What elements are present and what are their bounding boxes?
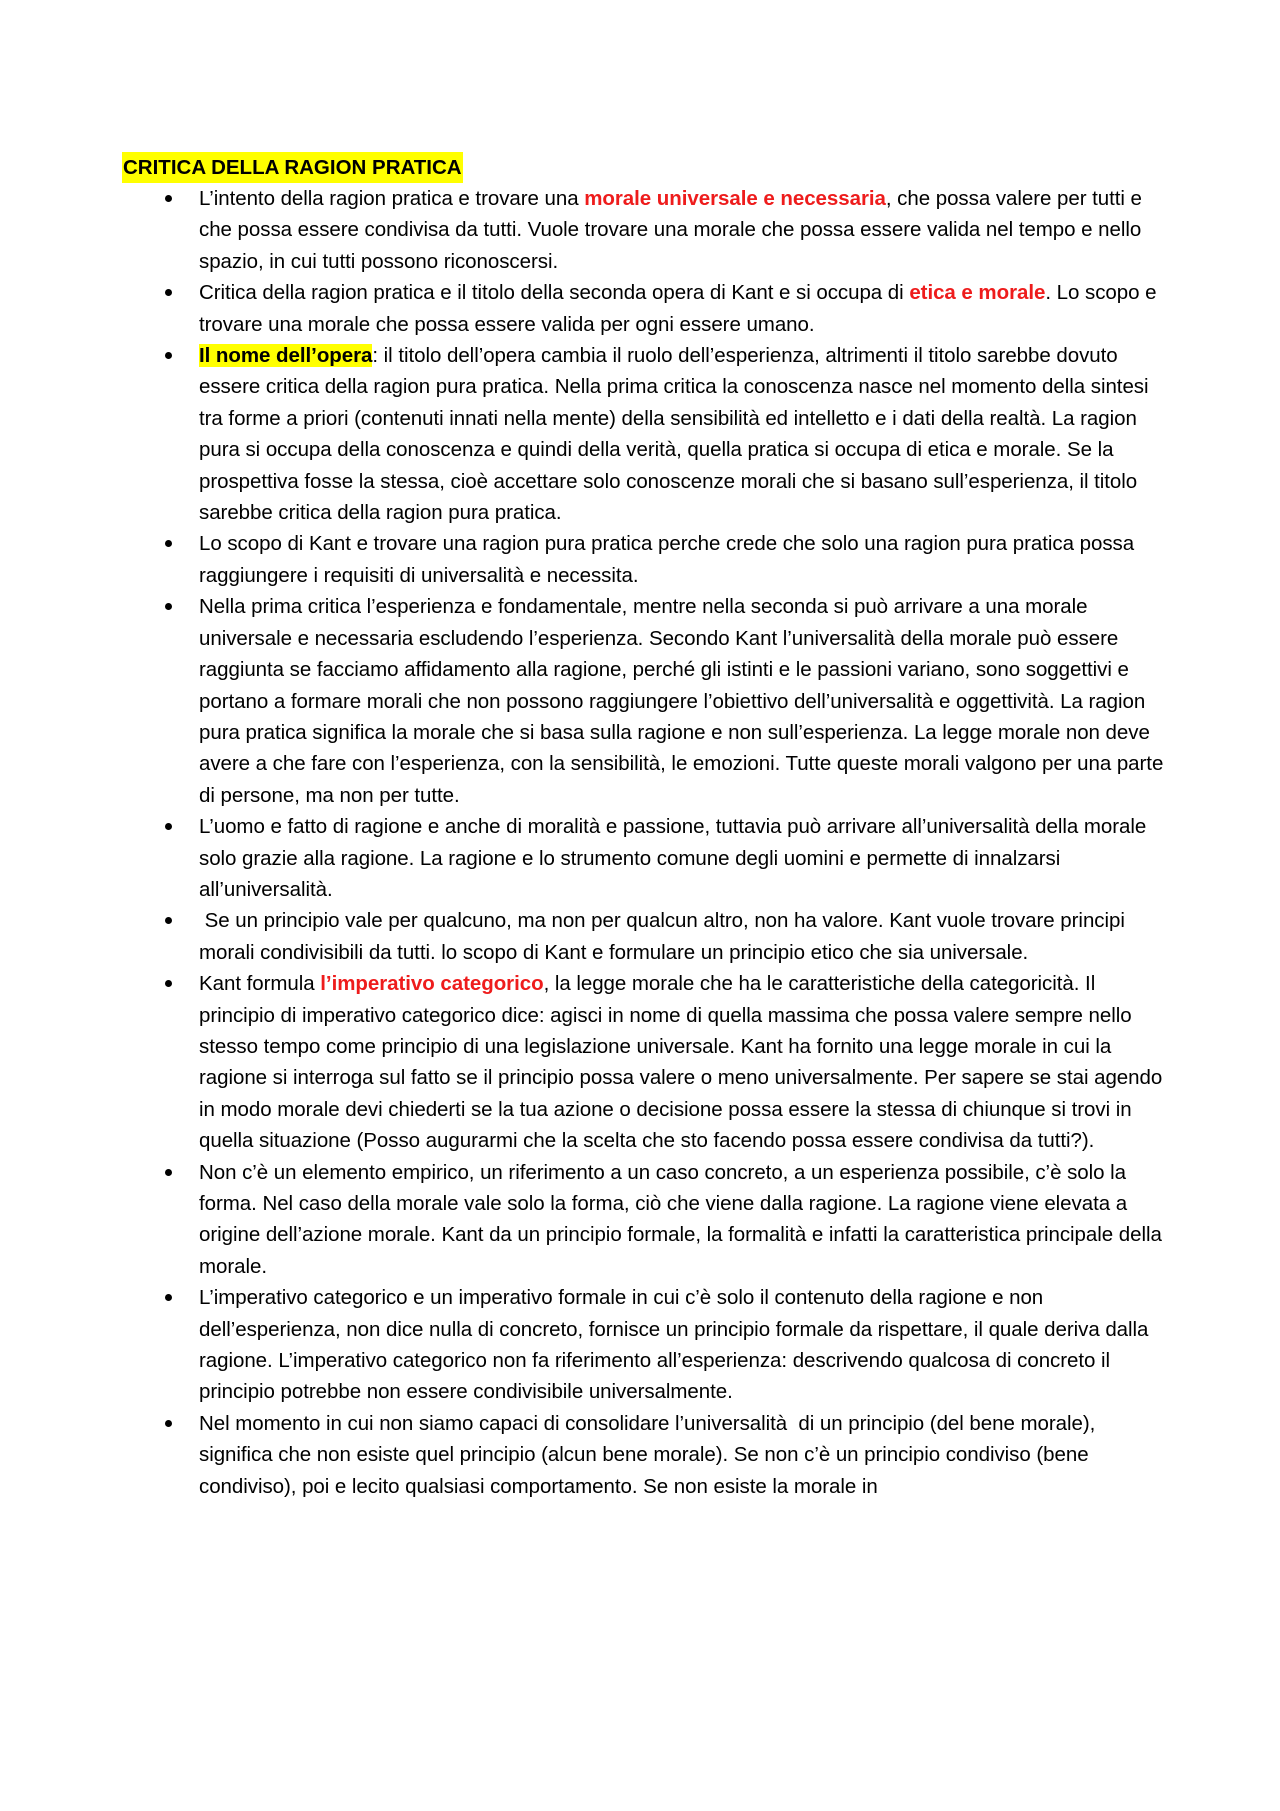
bullet-item: Nella prima critica l’esperienza e fondamentale, mentre nella seconda si può arrivare a una morale universale e necessaria escludendo l’esperienza. Secondo Kant l’universalità della morale può essere raggiunta se facciamo affidamento alla ragione, perché gli istinti e le passioni variano, sono soggettivi e portano a formare morali che non possono raggiungere l’obiettivo dell’universalità e oggettività. La ragion pura pratica significa la morale che si basa sulla ragione e non sull’esperienza. La legge morale non deve avere a che fare con l’esperienza, con la sensibilità, le emozioni. Tutte queste morali valgono per una parte di persone, ma non per tutte. (122, 591, 1167, 811)
bullet-list (122, 183, 1167, 1502)
bullet-icon (165, 1169, 172, 1176)
red-emphasis: morale universale e necessaria (584, 187, 886, 210)
bullet-icon (165, 980, 172, 987)
bullet-item: Critica della ragion pratica e il titolo della seconda opera di Kant e si occupa di etica e morale. Lo scopo e trovare una morale che possa essere valida per ogni essere umano. (122, 277, 1167, 340)
bullet-item: Nel momento in cui non siamo capaci di consolidare l’universalità di un principio (del bene morale), significa che non esiste quel principio (alcun bene morale). Se non c’è un principio condiviso (bene condiviso), poi e lecito qualsiasi comportamento. Se non esiste la morale in (122, 1408, 1167, 1502)
bullet-item: Se un principio vale per qualcuno, ma non per qualcun altro, non ha valore. Kant vuole trovare principi morali condivisibili da tutti. lo scopo di Kant e formulare un principio etico che sia universale. (122, 905, 1167, 968)
bullet-icon (165, 195, 172, 202)
bullet-icon (165, 1294, 172, 1301)
bullet-icon (165, 917, 172, 924)
bullet-item: L’imperativo categorico e un imperativo formale in cui c’è solo il contenuto della ragione e non dell’esperienza, non dice nulla di concreto, fornisce un principio formale da rispettare, il quale deriva dalla ragione. L’imperativo categorico non fa riferimento all’esperienza: descrivendo qualcosa di concreto il principio potrebbe non essere condivisibile universalmente. (122, 1282, 1167, 1408)
bullet-icon (165, 352, 172, 359)
bullet-icon (165, 540, 172, 547)
bullet-item: Il nome dell’opera: il titolo dell’opera cambia il ruolo dell’esperienza, altrimenti il titolo sarebbe dovuto essere critica della ragion pura pratica. Nella prima critica la conoscenza nasce nel momento della sintesi tra forme a priori (contenuti innati nella mente) della sensibilità ed intelletto e i dati della realtà. La ragion pura si occupa della conoscenza e quindi della verità, quella pratica si occupa di etica e morale. Se la prospettiva fosse la stessa, cioè accettare solo conoscenze morali che si basano sull’esperienza, il titolo sarebbe critica della ragion pura pratica. (122, 340, 1167, 528)
bullet-item: L’intento della ragion pratica e trovare una morale universale e necessaria, che possa valere per tutti e che possa essere condivisa da tutti. Vuole trovare una morale che possa essere valida nel tempo e nello spazio, in cui tutti possono riconoscersi. (122, 183, 1167, 277)
bullet-icon (165, 289, 172, 296)
bullet-icon (165, 603, 172, 610)
bullet-icon (165, 823, 172, 830)
bullet-icon (165, 1420, 172, 1427)
bullet-item: Kant formula l’imperativo categorico, la legge morale che ha le caratteristiche della categoricità. Il principio di imperativo categorico dice: agisci in nome di quella massima che possa valere sempre nello stesso tempo come principio di una legislazione universale. Kant ha fornito una legge morale in cui la ragione si interroga sul fatto se il principio possa valere o meno universalmente. Per sapere se stai agendo in modo morale devi chiederti se la tua azione o decisione possa essere la stessa di chiunque si trovi in quella situazione (Posso augurarmi che la scelta che sto facendo possa essere condivisa da tutti?). (122, 968, 1167, 1156)
document-title: CRITICA DELLA RAGION PRATICA (122, 152, 463, 183)
red-emphasis: etica e morale (909, 281, 1046, 305)
highlighted-heading: Il nome dell’opera (199, 344, 373, 368)
document-page (122, 152, 1167, 1502)
bullet-item: Non c’è un elemento empirico, un riferimento a un caso concreto, a un esperienza possibile, c’è solo la forma. Nel caso della morale vale solo la forma, ciò che viene dalla ragione. La ragione viene elevata a origine dell’azione morale. Kant da un principio formale, la formalità e infatti la caratteristica principale della morale. (122, 1157, 1167, 1283)
bullet-item: L’uomo e fatto di ragione e anche di moralità e passione, tuttavia può arrivare all’universalità della morale solo grazie alla ragione. La ragione e lo strumento comune degli uomini e permette di innalzarsi all’universalità. (122, 811, 1167, 905)
red-emphasis: l’imperativo categorico (320, 972, 544, 996)
bullet-item: Lo scopo di Kant e trovare una ragion pura pratica perche crede che solo una ragion pura pratica possa raggiungere i requisiti di universalità e necessita. (122, 528, 1167, 591)
